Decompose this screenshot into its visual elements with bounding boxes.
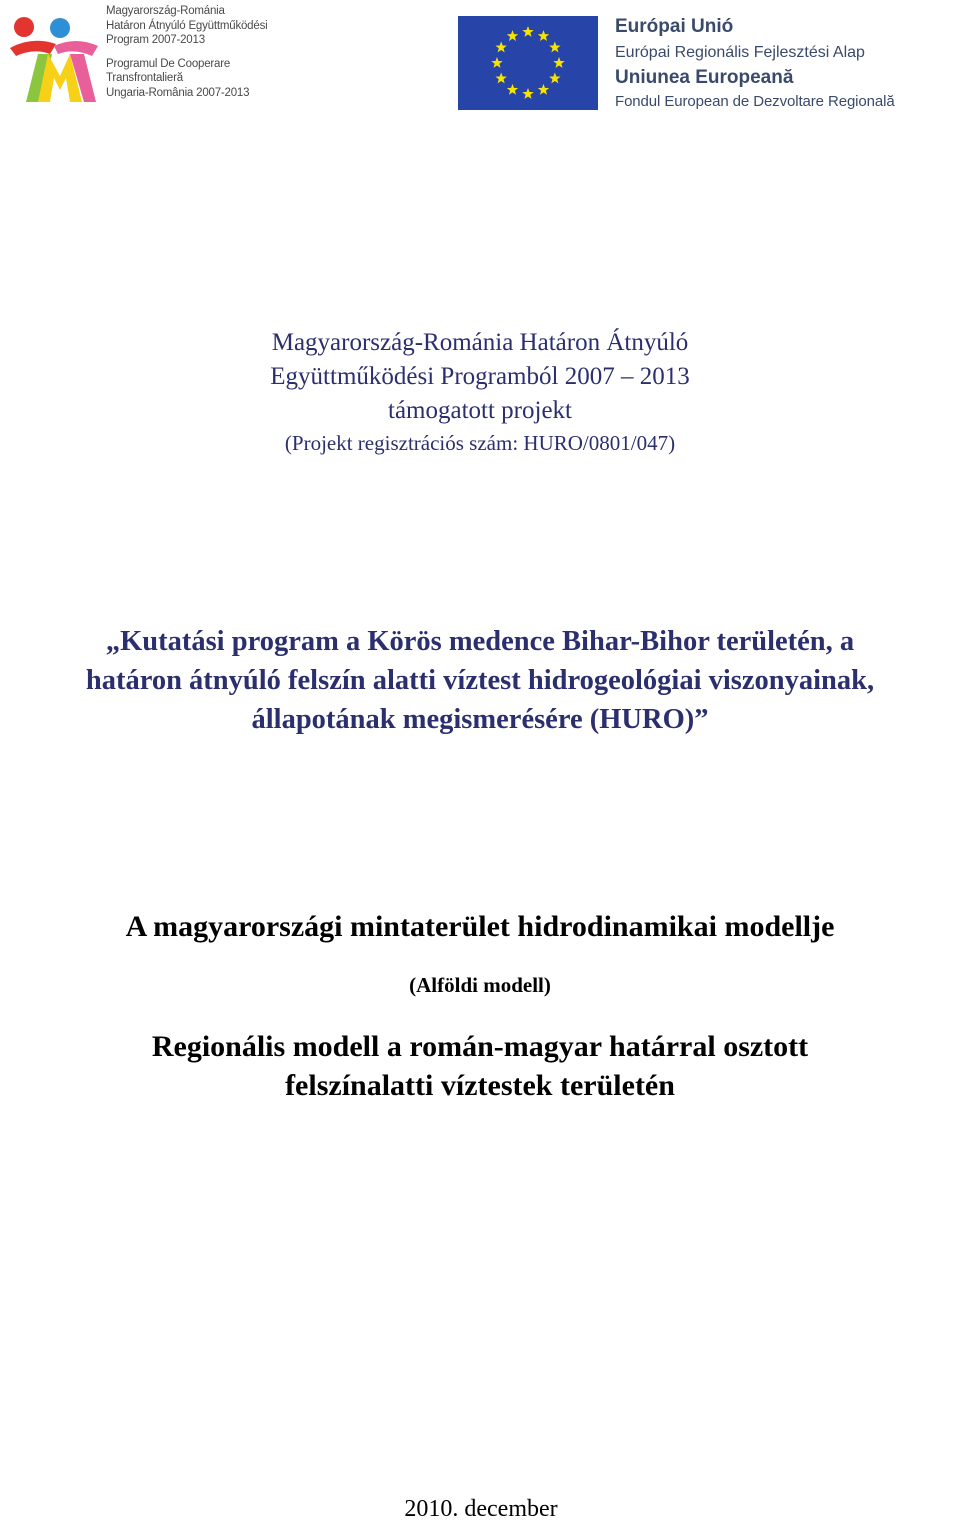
registration-number: (Projekt regisztrációs szám: HURO/0801/047) xyxy=(284,431,676,455)
model-title: A magyarországi mintaterület hidrodinamikai modellje xyxy=(125,910,835,943)
huro-program-logo xyxy=(4,4,304,112)
program-line-3: támogatott projekt xyxy=(388,397,572,424)
huro-line-hu-3: Program 2007-2013 xyxy=(106,34,205,47)
program-description xyxy=(0,326,960,458)
huro-line-hu-1: Magyarország-Románia xyxy=(106,5,225,17)
huro-figures-icon xyxy=(4,10,100,104)
project-title xyxy=(10,622,950,739)
huro-line-ro-3: Ungaria-România 2007-2013 xyxy=(106,86,250,99)
huro-logo-text xyxy=(106,4,306,101)
program-line-1: Magyarország-Románia Határon Átnyúló xyxy=(271,329,689,356)
huro-line-hu-2: Határon Átnyúló Együttműködési xyxy=(106,19,268,32)
huro-line-ro-1: Programul De Cooperare xyxy=(106,57,231,70)
model-subtitle: (Alföldi modell) xyxy=(409,973,551,997)
eu-line-3: Uniunea Europeană xyxy=(615,67,794,88)
regional-model-title xyxy=(0,1027,960,1105)
program-line-2: Együttműködési Programból 2007 – 2013 xyxy=(270,363,690,390)
eu-flag-icon xyxy=(458,16,598,110)
project-title-line-3: állapotának megismerésére (HURO)” xyxy=(251,704,709,735)
eu-logo xyxy=(458,14,958,110)
document-date: 2010. december xyxy=(404,1496,558,1522)
regional-line-2: felszínalatti víztestek területén xyxy=(285,1069,675,1102)
huro-line-ro-2: Transfrontalieră xyxy=(106,72,183,85)
eu-line-1: Európai Unió xyxy=(615,16,734,37)
regional-line-1: Regionális modell a román-magyar határral osztott xyxy=(151,1030,809,1063)
eu-line-2: Európai Regionális Fejlesztési Alap xyxy=(615,44,865,61)
project-title-line-2: határon átnyúló felszín alatti víztest hidrogeológiai viszonyainak, xyxy=(85,665,875,696)
eu-logo-text xyxy=(615,14,960,114)
project-title-line-1: „Kutatási program a Körös medence Bihar-Bihor területén, a xyxy=(105,626,855,657)
eu-line-4: Fondul European de Dezvoltare Regională xyxy=(615,93,895,110)
